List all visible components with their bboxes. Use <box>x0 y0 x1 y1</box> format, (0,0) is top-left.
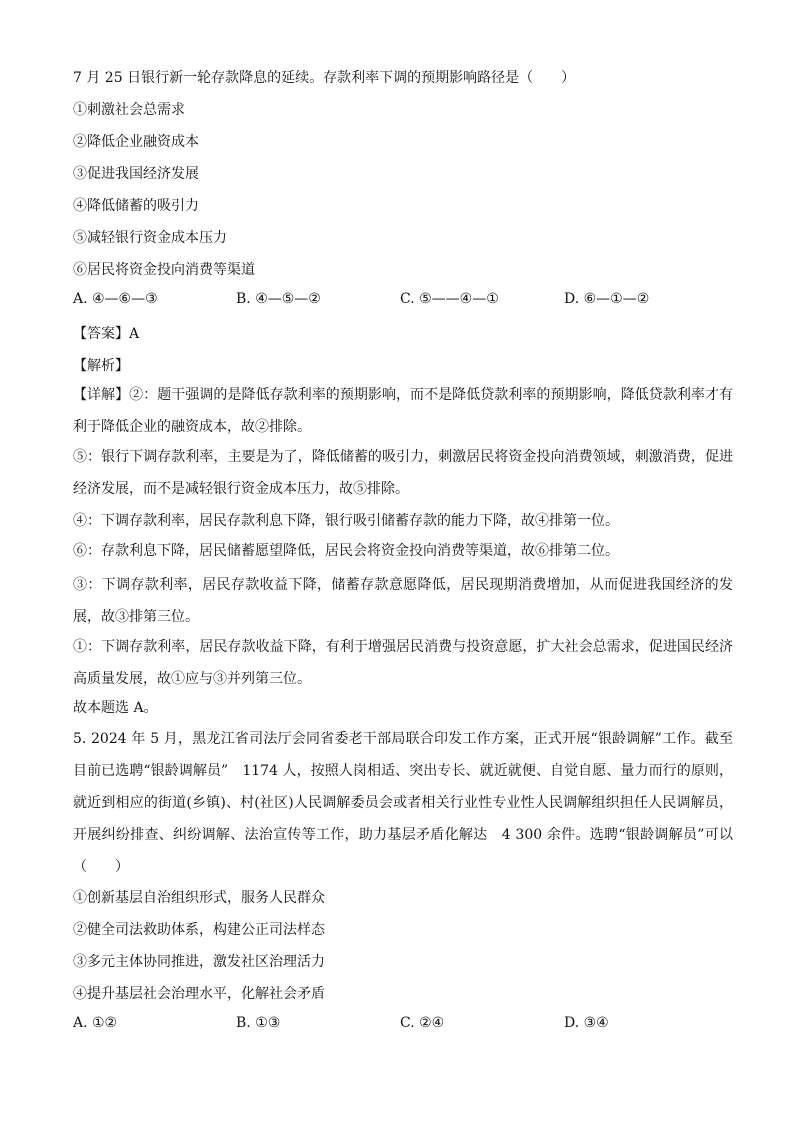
q4-stem: 7 月 25 日银行新一轮存款降息的延续。存款利率下调的预期影响路径是（ ） <box>73 70 576 86</box>
q4-detail-6: ①：下调存款利率，居民存款收益下降，有利于增强居民消费与投资意愿，扩大社会总需求，促进国民经济高质量发展，故①应与③并列第三位。 <box>73 639 733 687</box>
q5-option-d: D. ③④ <box>564 1015 609 1031</box>
q4-option-d: D. ⑥—①—② <box>564 291 650 307</box>
q4-statement-6: ⑥居民将资金投向消费等渠道 <box>73 262 255 278</box>
q4-detail-4: ⑥：存款利息下降，居民储蓄愿望降低，居民会将资金投向消费等渠道，故⑥排第二位。 <box>73 543 619 559</box>
q4-answer: 【答案】A <box>73 326 140 342</box>
q5-statement-2: ②健全司法救助体系，构建公正司法样态 <box>73 922 325 938</box>
q5-statement-1: ①创新基层自治组织形式，服务人民群众 <box>73 890 325 906</box>
q5-statement-4: ④提升基层社会治理水平，化解社会矛盾 <box>73 986 325 1002</box>
q4-option-c: C. ⑤——④—① <box>400 291 499 307</box>
q5-option-c: C. ②④ <box>400 1015 445 1031</box>
q4-detail-2: ⑤：银行下调存款利率，主要是为了，降低储蓄的吸引力，刺激居民将资金投向消费领域，刺激消费，促进经济发展，而不是减轻银行资金成本压力，故⑤排除。 <box>73 449 733 497</box>
q4-statement-4: ④降低储蓄的吸引力 <box>73 198 199 214</box>
q5-option-a: A. ①② <box>73 1015 118 1031</box>
q5-stem: 5. 2024 年 5 月，黑龙江省司法厅会同省委老干部局联合印发工作方案，正式开展“银龄调解”工作。截至目前已选聘“银龄调解员” 1174 人，按照人岗相适、突出专长、就近就便、自觉自愿、量力而行的原则，就近到相应的街道(乡镇)、村(社区)人民调解委员会或者相关行业性专业性人民调解组织担任人民调解员，开展纠纷排查、纠纷调解、法治宣传等工作，助力基层矛盾化解达 4 300 余件。选聘“银龄调解员”可以（ ） <box>73 731 733 875</box>
q4-statement-1: ①刺激社会总需求 <box>73 102 185 118</box>
q5-statement-3: ③多元主体协同推进，激发社区治理活力 <box>73 954 325 970</box>
q4-conclusion: 故本题选 A。 <box>73 700 158 716</box>
q4-analysis-label: 【解析】 <box>73 358 129 374</box>
q4-statement-5: ⑤减轻银行资金成本压力 <box>73 230 227 246</box>
q4-detail-5: ③：下调存款利率，居民存款收益下降，储蓄存款意愿降低，居民现期消费增加，从而促进我国经济的发展，故③排第三位。 <box>73 577 733 625</box>
q4-statement-2: ②降低企业融资成本 <box>73 134 199 150</box>
q4-statement-3: ③促进我国经济发展 <box>73 166 199 182</box>
q4-option-a: A. ④—⑥—③ <box>73 291 158 307</box>
q4-detail-1: 【详解】②：题干强调的是降低存款利率的预期影响，而不是降低贷款利率的预期影响，降低贷款利率才有利于降低企业的融资成本，故②排除。 <box>73 387 733 435</box>
q4-option-b: B. ④—⑤—② <box>236 291 321 307</box>
q4-detail-3: ④：下调存款利率，居民存款利息下降，银行吸引储蓄存款的能力下降，故④排第一位。 <box>73 513 619 529</box>
q5-option-b: B. ①③ <box>236 1015 281 1031</box>
